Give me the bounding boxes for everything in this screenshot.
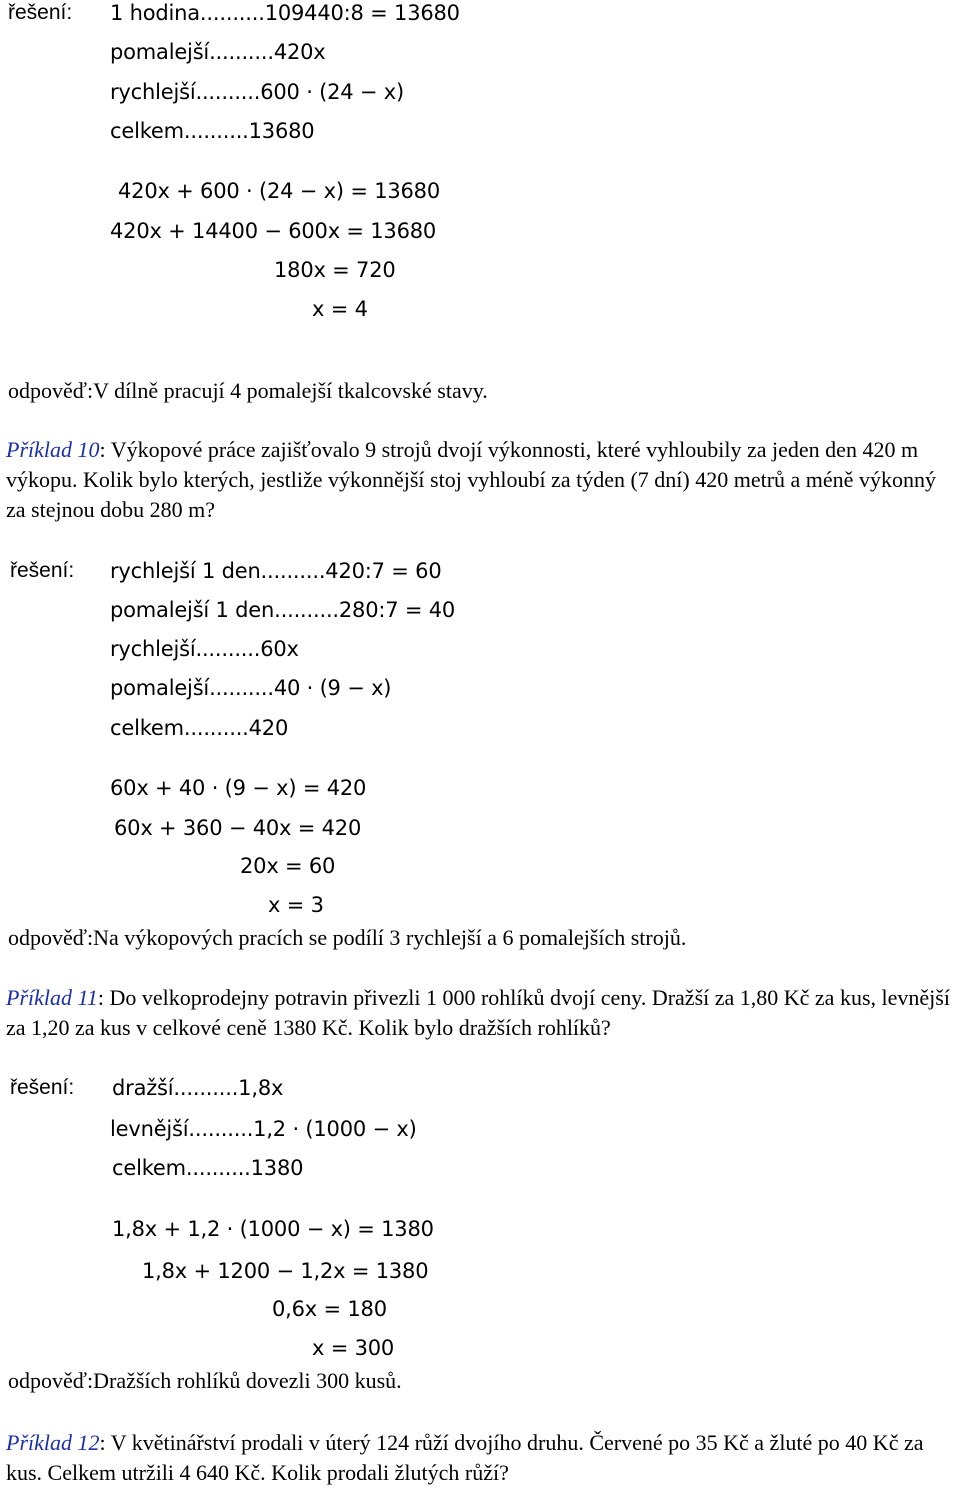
- setup-line: 1 hodina..........109440:8 = 13680: [110, 1, 460, 25]
- setup-line: pomalejší 1 den..........280:7 = 40: [110, 598, 456, 622]
- equation-line: x = 4: [312, 297, 368, 321]
- example-11-label: Příklad 11: [6, 985, 98, 1010]
- equation-line: 180x = 720: [274, 258, 396, 282]
- answer-label: odpověď:: [8, 925, 94, 950]
- equation-line: 60x + 360 − 40x = 420: [114, 816, 362, 840]
- setup-line: dražší..........1,8x: [112, 1076, 284, 1100]
- equation-line: 420x + 14400 − 600x = 13680: [110, 219, 437, 243]
- example-12-statement: [6, 1428, 956, 1488]
- equation-line: 60x + 40 · (9 − x) = 420: [110, 776, 367, 800]
- equation-line: 420x + 600 · (24 − x) = 13680: [118, 179, 440, 203]
- answer-text: V dílně pracují 4 pomalejší tkalcovské stavy.: [93, 378, 488, 403]
- answer-row: [8, 1368, 402, 1394]
- answer-text: Na výkopových pracích se podílí 3 rychlejší a 6 pomalejších strojů.: [93, 925, 687, 950]
- equation-line: 20x = 60: [240, 854, 336, 878]
- answer-label: odpověď:: [8, 1368, 94, 1393]
- example-10-label: Příklad 10: [6, 437, 100, 462]
- equation-line: 0,6x = 180: [272, 1297, 387, 1321]
- answer-label: odpověď:: [8, 378, 94, 403]
- equation-line: 1,8x + 1200 − 1,2x = 1380: [142, 1259, 429, 1283]
- reseni-label: řešení:: [8, 1, 73, 24]
- answer-row: [8, 378, 488, 404]
- setup-line: pomalejší..........420x: [110, 40, 326, 64]
- setup-line: rychlejší..........600 · (24 − x): [110, 80, 405, 104]
- example-11-statement: [6, 983, 956, 1043]
- reseni-label: řešení:: [10, 559, 75, 582]
- setup-line: rychlejší 1 den..........420:7 = 60: [110, 559, 442, 583]
- example-10-text: : Výkopové práce zajišťovalo 9 strojů dvojí výkonnosti, které vyhloubily za jeden den 420 m výkopu. Kolik bylo kterých, jestliže výkonnější stoj vyhloubí za týden (7 dní) 420 metrů a méně výkonný za stejnou dobu 280 m?: [6, 437, 936, 522]
- setup-line: celkem..........1380: [112, 1156, 304, 1180]
- setup-line: celkem..........13680: [110, 119, 315, 143]
- equation-line: x = 300: [312, 1336, 395, 1360]
- setup-line: rychlejší..........60x: [110, 637, 299, 661]
- example-11-text: : Do velkoprodejny potravin přivezli 1 000 rohlíků dvojí ceny. Dražší za 1,80 Kč za kus, levnější za 1,20 za kus v celkové ceně 1380 Kč. Kolik bylo dražších rohlíků?: [6, 985, 950, 1040]
- equation-line: 1,8x + 1,2 · (1000 − x) = 1380: [112, 1217, 434, 1241]
- answer-row: [8, 925, 686, 951]
- equation-line: x = 3: [268, 893, 324, 917]
- example-12-label: Příklad 12: [6, 1430, 100, 1455]
- setup-line: celkem..........420: [110, 716, 289, 740]
- setup-line: pomalejší..........40 · (9 − x): [110, 676, 392, 700]
- setup-line: levnější..........1,2 · (1000 − x): [110, 1117, 417, 1141]
- answer-text: Dražších rohlíků dovezli 300 kusů.: [93, 1368, 402, 1393]
- example-12-text: : V květinářství prodali v úterý 124 růží dvojího druhu. Červené po 35 Kč a žluté po 40 Kč za kus. Celkem utržili 4 640 Kč. Kolik prodali žlutých růží?: [6, 1430, 924, 1485]
- reseni-label: řešení:: [10, 1076, 75, 1099]
- example-10-statement: [6, 435, 956, 525]
